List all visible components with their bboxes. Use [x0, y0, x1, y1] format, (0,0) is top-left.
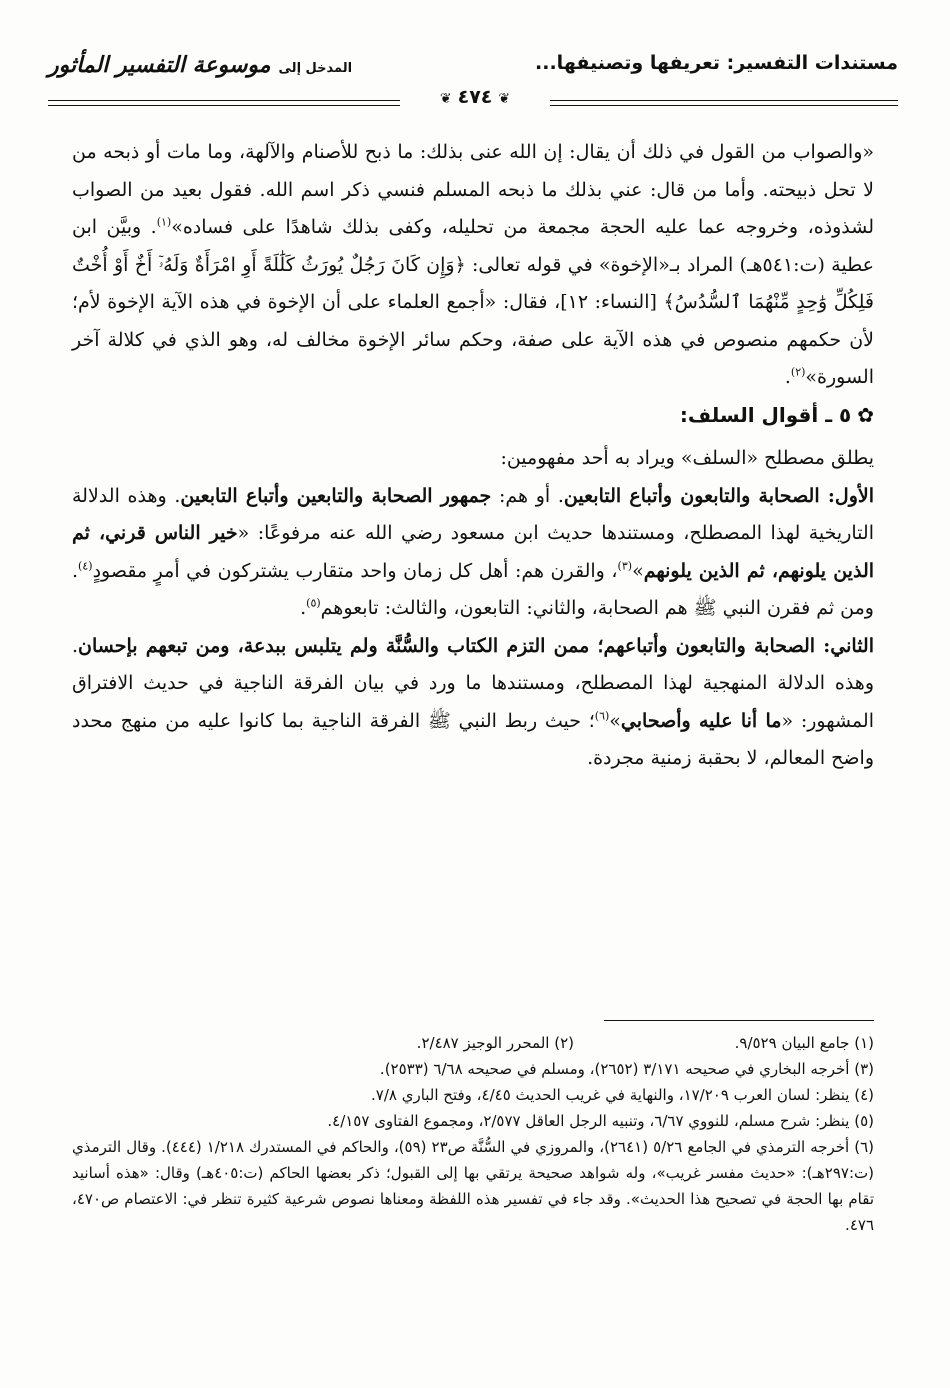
bold-span: جمهور الصحابة والتابعين وأتباع التابعين — [180, 484, 492, 507]
book-prefix: المدخل إلى — [278, 61, 353, 76]
text-span: . ومن ثم فقرن النبي ﷺ هم الصحابة، والثاني: التابعون، والثالث: تابعوهم — [72, 559, 874, 619]
footnotes — [72, 1030, 874, 1238]
text-span: . أو هم: — [491, 484, 564, 507]
text-span: » — [609, 709, 621, 732]
book-title-logo: موسوعة التفسير المأثور — [48, 52, 271, 78]
main-text — [72, 134, 874, 778]
footnote-ref[interactable]: (٢) — [790, 365, 806, 379]
text-span: الثاني: — [815, 634, 874, 657]
bold-span: الصحابة والتابعون وأتباع التابعين — [563, 484, 820, 507]
text-span: ، والقرن هم: أهل كل زمان واحد متقارب يشتركون في أمرٍ مقصودٍ — [92, 559, 618, 582]
flower-icon: ✿ — [857, 402, 874, 427]
paragraph — [72, 628, 874, 778]
paragraph: «والصواب من القول في ذلك أن يقال: إن الله عنى بذلك: ما ذبح للأصنام والآلهة، وما مات أو ذبحه من لا تحل ذبيحته. وأما من قال: عني بذلك ما ذبحه المسلم فنسي ذكر اسم الله. فقول بعيد من الصواب لشذوذه، وخروجه عما عليه الحجة مجمعة من تحليله، وكفى بذلك شاهدًا على فساده»$^{(١)}$. وبيَّن ابن عطية (ت:٥٤١هـ) المراد بـ«الإخوة» في قوله تعالى: ﴿وَإِن كَانَ رَجُلٌ يُورَثُ كَلَٰلَةً أَوِ امْرَأَةٌ وَلَهُۥٓ أَخٌ أَوْ أُخْتٌ فَلِكُلِّ وَٰحِدٍ مِّنْهُمَا ٱلسُّدُسُ﴾ [النساء: ١٢]، فقال: «أجمع العلماء على أن الإخوة في هذه الآية الإخوة لأم؛ لأن حكمهم منصوص في هذه الآية على صفة، وحكم سائر الإخوة مخالف له، وهو الذي في كلالة آخر السورة»$^{(٢)}$. — [72, 141, 874, 388]
quote-text: «والصواب من القول في ذلك أن يقال: إن الله عنى بذلك: ما ذبح للأصنام والآلهة، وما مات أو ذبحه من لا تحل ذبيحته. وأما من قال: عني بذلك ما ذبحه المسلم فنسي ذكر اسم الله. فقول بعيد من الصواب لشذوذه، وخروجه عما عليه الحجة مجمعة من تحليله، وكفى بذلك شاهدًا على فساده» — [72, 141, 874, 238]
hadith-text: خير الناس قرني، ثم الذين يلونهم، ثم الذين يلونهم — [72, 522, 875, 582]
footnote-rule — [604, 1020, 874, 1021]
text-span: . — [300, 597, 307, 619]
text-span: ؛ حيث ربط النبي ﷺ الفرقة الناجية بما كانوا عليه من منهج محدد واضح المعالم، لا بحقبة زمنية مجردة. — [72, 709, 874, 769]
text-span: يطلق مصطلح «السلف» ويراد به أحد مفهومين: — [500, 447, 874, 469]
footnote-ref[interactable]: (٥) — [306, 596, 321, 610]
paragraph — [72, 440, 874, 478]
running-title: مستندات التفسير: تعريفها وتصنيفها... — [535, 52, 898, 74]
footnote-ref[interactable]: (٤) — [78, 559, 93, 573]
section-title: ٥ ـ أقوال السلف: — [679, 402, 852, 427]
footnote-item: (٢) المحرر الوجيز ٢/٤٨٧. — [416, 1034, 574, 1052]
bold-span: الصحابة والتابعون وأتباعهم؛ ممن التزم الكتاب والسُّنَّة ولم يتلبس ببدعة، ومن تبعهم بإحسان — [78, 634, 816, 657]
text-span: . وهذه الدلالة التاريخية لهذا المصطلح، ومستندها حديث ابن مسعود رضي الله عنه مرفوعًا: « — [72, 484, 874, 544]
footnote-item: (٤) ينظر: لسان العرب ١٧/٢٠٩، والنهاية في غريب الحديث ٤/٤٥، وفتح الباري ٧/٨. — [370, 1086, 874, 1104]
footnote-ref[interactable]: (٣) — [617, 559, 633, 573]
book-title-block — [48, 52, 352, 78]
hadith-text: ما أنا عليه وأصحابي — [620, 709, 782, 732]
footnote-ref[interactable]: (١) — [156, 215, 172, 229]
footnote-ref[interactable]: (٦) — [594, 709, 610, 723]
text-span: . وهذه الدلالة المنهجية لهذا المصطلح، ومستندها ما ورد في بيان الفرقة الناجية في حديث الافتراق المشهور: « — [72, 634, 874, 732]
footnote-item: (٣) أخرجه البخاري في صحيحه ٣/١٧١ (٢٦٥٢)، ومسلم في صحيحه ٦/٦٨ (٢٥٣٣). — [379, 1060, 874, 1078]
page-number: ٤٧٤ — [457, 86, 493, 108]
text-span: . وبيَّن ابن عطية (ت:٥٤١هـ) المراد بـ«الإخوة» في قوله تعالى: ﴿وَإِن كَانَ رَجُلٌ يُورَثُ كَلَٰلَةً أَوِ امْرَأَةٌ وَلَهُۥٓ أَخٌ أَوْ أُخْتٌ فَلِكُلِّ وَٰحِدٍ مِّنْهُمَا ٱلسُّدُسُ﴾ [النساء: ١٢]، فقال: «أجمع العلماء على أن الإخوة في هذه الآية الإخوة لأم؛ لأن حكمهم منصوص في هذه الآية على صفة، وحكم سائر الإخوة مخالف له، وهو الذي في كلالة آخر السورة» — [72, 216, 874, 388]
section-heading — [72, 397, 874, 435]
footnote-row — [72, 1030, 874, 1056]
ornament-icon: ❦ — [439, 91, 452, 107]
paragraph — [72, 478, 874, 628]
page-number-block — [400, 86, 550, 114]
footnote-item: (٦) أخرجه الترمذي في الجامع ٥/٢٦ (٢٦٤١)، والمروزي في السُّنَّة ص٢٣ (٥٩)، والحاكم في المستدرك ١/٢١٨ (٤٤٤). وقال الترمذي (ت:٢٩٧هـ): «حديث مفسر غريب»، وله شواهد صحيحة يرتقي بها إلى القبول؛ ذكر بعضها الحاكم (ت:٤٠٥هـ) وقال: «هذه أسانيد تقام بها الحجة في تصحيح هذا الحديث». وقد جاء في تفسير هذه اللفظة ومعناها نصوص شرعية كثيرة تنظر في: الاعتصام ص٤٧٠، ٤٧٦. — [72, 1138, 874, 1234]
ornament-icon: ❦ — [498, 91, 511, 107]
footnote-item: (٥) ينظر: شرح مسلم، للنووي ٦/٦٧، وتنبيه الرجل العاقل ٢/٥٧٧، ومجموع الفتاوى ٤/١٥٧. — [327, 1112, 874, 1130]
footnote-item: (١) جامع البيان ٩/٥٢٩. — [734, 1034, 874, 1052]
text-span: » — [632, 559, 644, 582]
text-span: الأول: — [819, 484, 874, 507]
